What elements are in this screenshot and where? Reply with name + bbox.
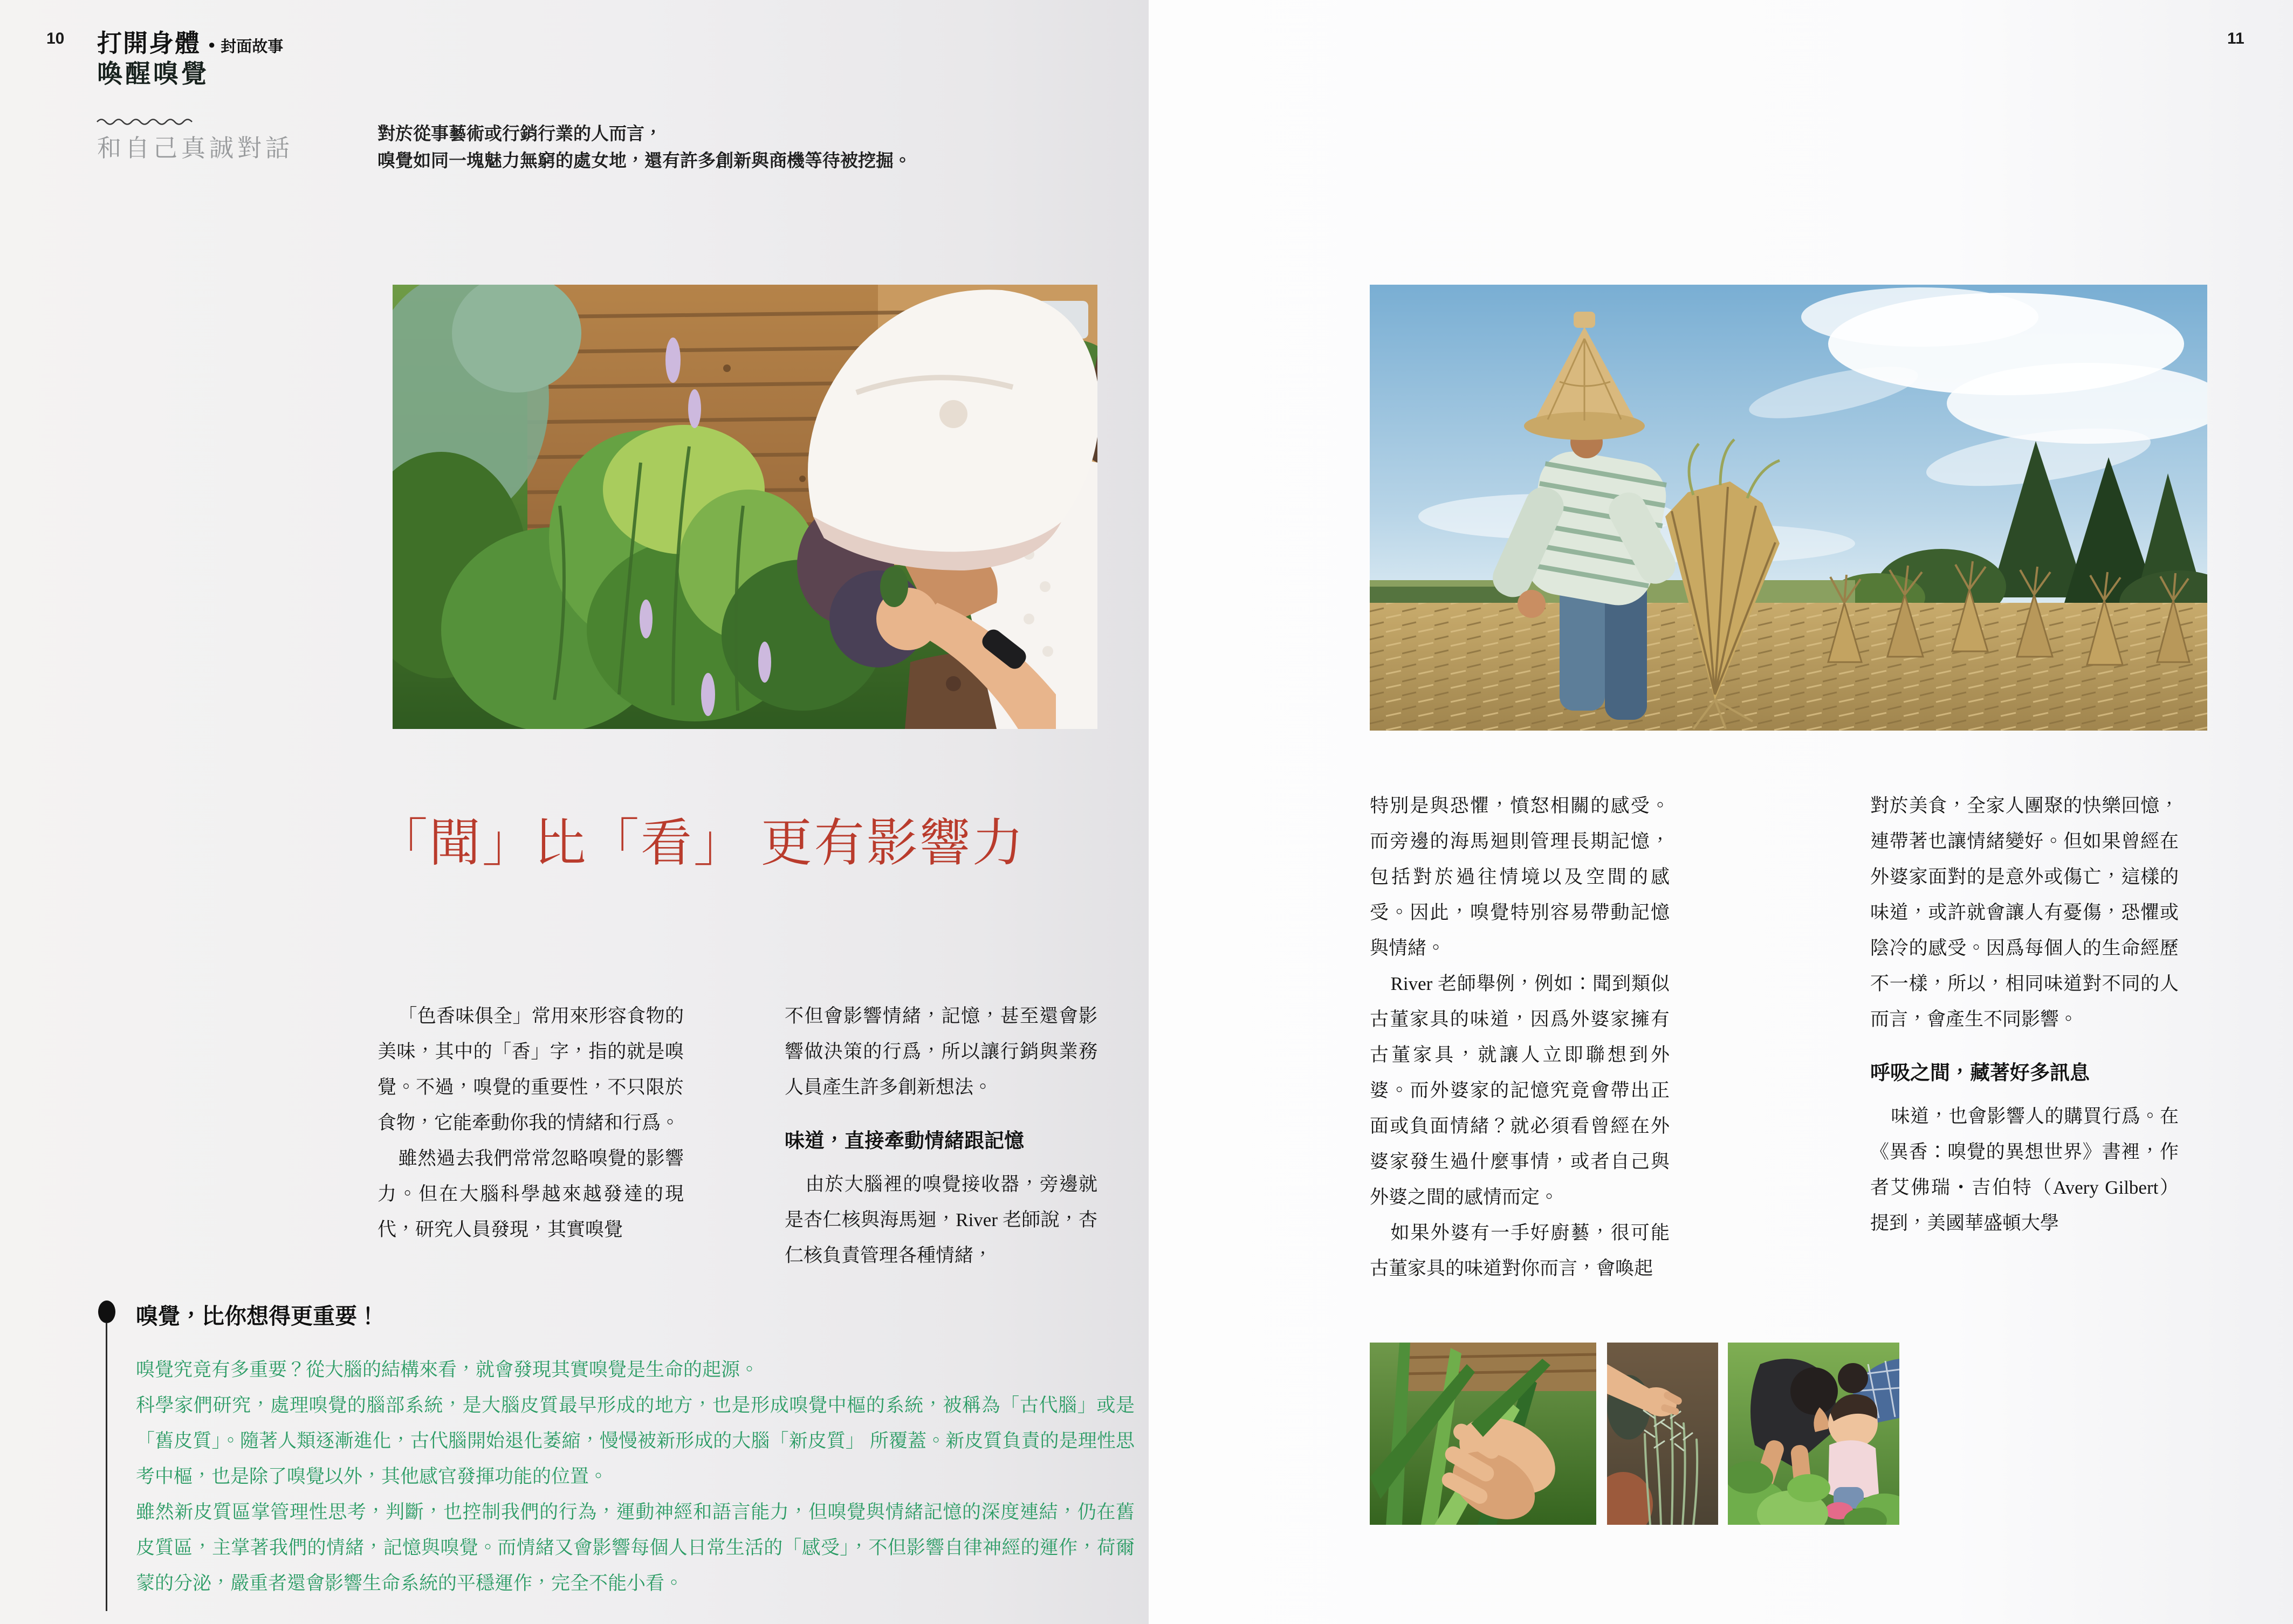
body-column-2 bbox=[785, 999, 1097, 1274]
farmer-field-photo bbox=[1370, 285, 2207, 731]
body-paragraph: River 老師舉例，例如：聞到類似古董家具的味道，因爲外婆家擁有古董家具，就讓人立即聯想到外婆。而外婆家的記憶究竟會帶出正面或負面情緒？就必須看曾經在外婆家發生過什麼事情，或者自己與外婆之間的感情而定。 bbox=[1370, 973, 1670, 1208]
intro-line-1: 對於從事藝術或行銷行業的人而言， bbox=[377, 125, 662, 144]
body-column-4 bbox=[1870, 788, 2179, 1241]
body-paragraph: 對於美食，全家人團聚的快樂回憶，連帶著也讓情緒變好。但如果曾經在外婆家面對的是意外或傷亡，這樣的味道，或許就會讓人有憂傷，恐懼或陰冷的感受。因爲每個人的生命經歷不一樣，所以，相同味道對不同的人而言，會產生不同影響。 bbox=[1870, 795, 2179, 1030]
left-hand bbox=[1518, 590, 1546, 618]
thumbnail-herb-picking bbox=[1607, 1343, 1718, 1525]
body-paragraph: 「色香味俱全」常用來形容食物的美味，其中的「香」字，指的就是嗅覺。不過，嗅覺的重要性，不只限於食物，它能牽動你我的情緒和行爲。 bbox=[377, 1006, 684, 1133]
body-paragraph: 雖然過去我們常常忽略嗅覺的影響力。但在大腦科學越來越發達的現代，研究人員發現，其實嗅覺 bbox=[377, 1148, 684, 1240]
column-subhead: 味道，直接牽動情緒跟記憶 bbox=[785, 1130, 1024, 1152]
body-column-3 bbox=[1370, 788, 1670, 1286]
thumbnail-lemongrass-hands bbox=[1370, 1343, 1596, 1525]
herb-sprig bbox=[880, 566, 908, 607]
body-paragraph: 如果外婆有一手好廚藝，很可能古董家具的味道對你而言，會喚起 bbox=[1370, 1222, 1670, 1279]
page-right bbox=[1149, 0, 2293, 1624]
feature-body-text bbox=[136, 1352, 1135, 1601]
section-headline: 「聞」比「看」 更有影響力 bbox=[376, 815, 1025, 872]
article-subtitle: 和自己真誠對話 bbox=[97, 135, 294, 162]
herb-smelling-photo bbox=[393, 285, 1097, 729]
feature-bullet-icon bbox=[98, 1300, 115, 1323]
feature-heading: 嗅覺，比你想得更重要！ bbox=[136, 1304, 379, 1329]
kicker-section-label: 封面故事 bbox=[221, 38, 284, 56]
mother-hair bbox=[1790, 1367, 1838, 1415]
body-paragraph: 特別是與恐懼，憤怒相關的感受。而旁邊的海馬迴則管理長期記憶，包括對於過往情境以及空間的感受。因此，嗅覺特別容易帶動記憶與情緒。 bbox=[1370, 795, 1670, 959]
kicker-dot-icon: ● bbox=[208, 38, 216, 51]
body-paragraph: 不但會影響情緒，記憶，甚至還會影響做決策的行爲，所以讓行銷與業務人員產生許多創新想法。 bbox=[785, 1006, 1097, 1098]
plaid-person-hair bbox=[1838, 1363, 1868, 1393]
feature-vertical-rule bbox=[106, 1323, 107, 1611]
stubble-texture bbox=[1370, 603, 2207, 731]
body-paragraph: 味道，也會影響人的購買行爲。在《異香：嗅覺的異想世界》書裡，作者艾佛瑞・吉伯特（Avery Gilbert）提到，美國華盛頓大學 bbox=[1870, 1106, 2179, 1234]
magazine-section-title: 打開身體 bbox=[97, 29, 201, 57]
body-paragraph: 嗅覺究竟有多重要？從大腦的結構來看，就會發現其實嗅覺是生命的起源。 bbox=[136, 1359, 759, 1380]
page-number-left: 10 bbox=[46, 30, 65, 47]
fence-background bbox=[1402, 1343, 1596, 1391]
title-underline-wave bbox=[96, 116, 200, 126]
body-column-1 bbox=[377, 999, 684, 1248]
body-paragraph: 科學家們研究，處理嗅覺的腦部系統，是大腦皮質最早形成的地方，也是形成嗅覺中樞的系統，被稱為「古代腦」或是「舊皮質」。隨著人類逐漸進化，古代腦開始退化萎縮，慢慢被新形成的大腦「新皮質」 所覆蓋。新皮質負責的是理性思考中樞，也是除了嗅覺以外，其他感官發揮功能的位置。 bbox=[136, 1395, 1135, 1487]
column-subhead: 呼吸之間，藏著好多訊息 bbox=[1870, 1062, 2090, 1084]
article-title: 喚醒嗅覺 bbox=[97, 60, 209, 88]
intro-line-2: 嗅覺如同一塊魅力無窮的處女地，還有許多創新與商機等待被挖掘。 bbox=[377, 152, 911, 171]
body-paragraph: 由於大腦裡的嗅覺接收器，旁邊就是杏仁核與海馬迴，River 老師說，杏仁核負責管理各種情緒， bbox=[785, 1174, 1097, 1266]
body-paragraph: 雖然新皮質區掌管理性思考，判斷，也控制我們的行為，運動神經和語言能力，但嗅覺與情緒記憶的深度連結，仍在舊皮質區，主掌著我們的情緒，記憶與嗅覺。而情緒又會影響每個人日常生活的「感受」，不但影響自律神經的運作，荷爾蒙的分泌，嚴重者還會影響生命系統的平穩運作，完全不能小看。 bbox=[136, 1502, 1135, 1594]
thumbnail-garden-family bbox=[1728, 1343, 1899, 1525]
page-number-right: 11 bbox=[2227, 30, 2244, 47]
intro-dek bbox=[377, 121, 981, 175]
